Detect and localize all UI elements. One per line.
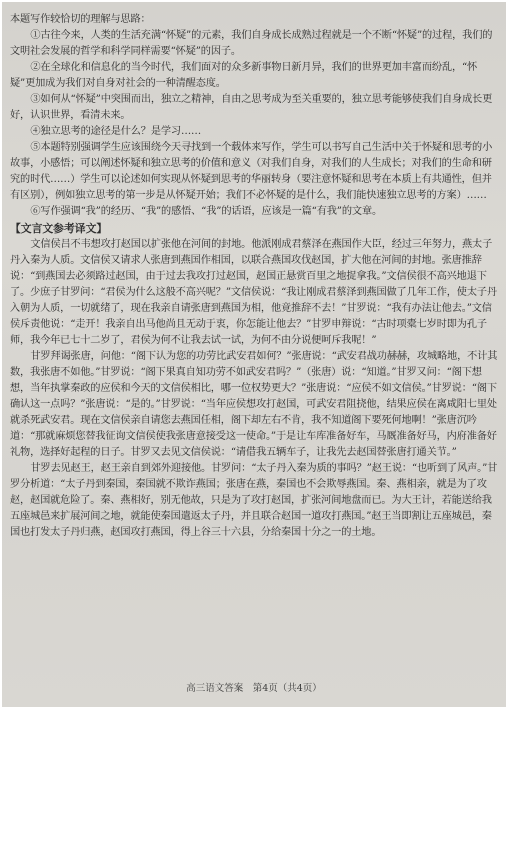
thinking-point-4: ④独立思考的途径是什么？是学习…… xyxy=(30,126,202,137)
page-body xyxy=(10,12,500,541)
thinking-point-5: ⑤本题特别强调学生应该围绕今天寻找到一个载体来写作，学生可以书写自己生活中关于怀疑和思考的小故事，小感悟；可以阐述怀疑和独立思考的价值和意义（对我们自身，对我们的人生成长；对我们的生命和研究的时代……）学生可以论述如何实现从怀疑到思考的华丽转身（要注意怀疑和思考在本质上有共通性，但并有区别），例如独立思考的第一步是从怀疑开始；我们不必怀疑的是什么，我们能快速独立思考的方案）…… xyxy=(10,142,493,201)
scanned-answer-sheet xyxy=(2,2,506,707)
translation-paragraph-1: 文信侯吕不韦想攻打赵国以扩张他在河间的封地。他派刚成君蔡泽在燕国作大臣，经过三年努力，燕太子丹入秦为人质。文信侯又请求人张唐到燕国作相国，以联合燕国攻伐赵国，扩大他在河间的封地。张唐推辞说：“到燕国去必须路过赵国，由于过去我攻打过赵国，赵国正悬赏百里之地捉拿我。”文信侯很不高兴地退下了。少庶子甘罗问：“君侯为什么这般不高兴呢？”文信侯说：“我让刚成君蔡泽到燕国做了几年工作，使太子丹入朝为人质，一切就绪了，现在我亲自请张唐到燕国为相，他竟推辞不去！”甘罗说：“我有办法让他去。”文信侯斥责他说：“走开！我亲自出马他尚且无动于衷，你怎能让他去？”甘罗申辩说：“古时项橐七岁时即为孔子师，我今年已七十二岁了，君侯为何不让我去试一试，为何不由分说便呵斥我呢！” xyxy=(10,239,497,346)
translation-heading: 【文言文参考译文】 xyxy=(10,222,108,235)
thinking-point-3: ③如何从“怀疑”中突围而出，独立之精神，自由之思考成为至关重要的，独立思考能够使我们自身成长更好，认识世界，看清未来。 xyxy=(10,94,493,121)
page-footer: 高三语文答案 第4页（共4页） xyxy=(186,683,322,694)
thinking-point-6: ⑥写作强调“我”的经历、“我”的感悟、“我”的话语，应该是一篇“有我”的文章。 xyxy=(30,206,383,217)
thinking-point-1: ①古往今来，人类的生活充满“怀疑”的元素，我们自身成长成熟过程就是一个不断“怀疑”的过程，我们的文明社会发展的哲学和科学同样需要“怀疑”的因子。 xyxy=(10,30,493,57)
translation-paragraph-2: 甘罗拜谒张唐，问他：“阁下认为您的功劳比武安君如何？”张唐说：“武安君战功赫赫，攻城略地，不计其数，我张唐不如他。”甘罗说：“阁下果真自知功劳不如武安君吗？”（张唐）说：“知道。”甘罗又问：“阁下想想，当年执掌秦政的应侯和今天的文信侯相比，哪一位权势更大？”张唐说：“应侯不如文信侯。”甘罗说：“阁下确认这一点吗？”张唐说：“是的。”甘罗说：“当年应侯想攻打赵国，可武安君阻挠他，结果应侯在离咸阳七里处就杀死武安君。现在文信侯亲自请您去燕国任相，阁下却左右不肯，我不知道阁下要死何地啊！”张唐沉吟道：“那就麻烦您替我征询文信侯使我张唐意接受这一使命。”于是让车库准备好车，马厩准备好马，内府准备好礼物，选择好起程的日子。甘罗又去见文信侯说：“请借我五辆车子，让我先去赵国替张唐打通关节。” xyxy=(10,351,498,458)
thinking-point-2: ②在全球化和信息化的当今时代，我们面对的众多新事物日新月异，我们的世界更加丰富而纷乱，“怀疑”更加成为我们对自身对社会的一种清醒态度。 xyxy=(10,62,478,89)
thinking-intro: 本题写作较恰切的理解与思路： xyxy=(10,14,151,25)
translation-paragraph-3: 甘罗去见赵王，赵王亲自到郊外迎接他。甘罗问：“太子丹入秦为质的事吗？”赵王说：“也听到了风声。”甘罗分析道：“太子丹到秦国，秦国就不欺诈燕国；张唐在燕，秦国也不会欺辱燕国。秦、燕相亲，就是为了攻赵，赵国就危险了。秦、燕相好，别无他故，只是为了攻打赵国，扩张河间地盘而已。为大王计，若能送给我五座城邑来扩展河间之地，就能使秦国遣返太子丹，并且联合赵国一道攻打燕国。”赵王当即割让五座城邑，秦国也打发太子丹归燕，赵国攻打燕国，得上谷三十六县，分给秦国十分之一的土地。 xyxy=(10,463,498,538)
